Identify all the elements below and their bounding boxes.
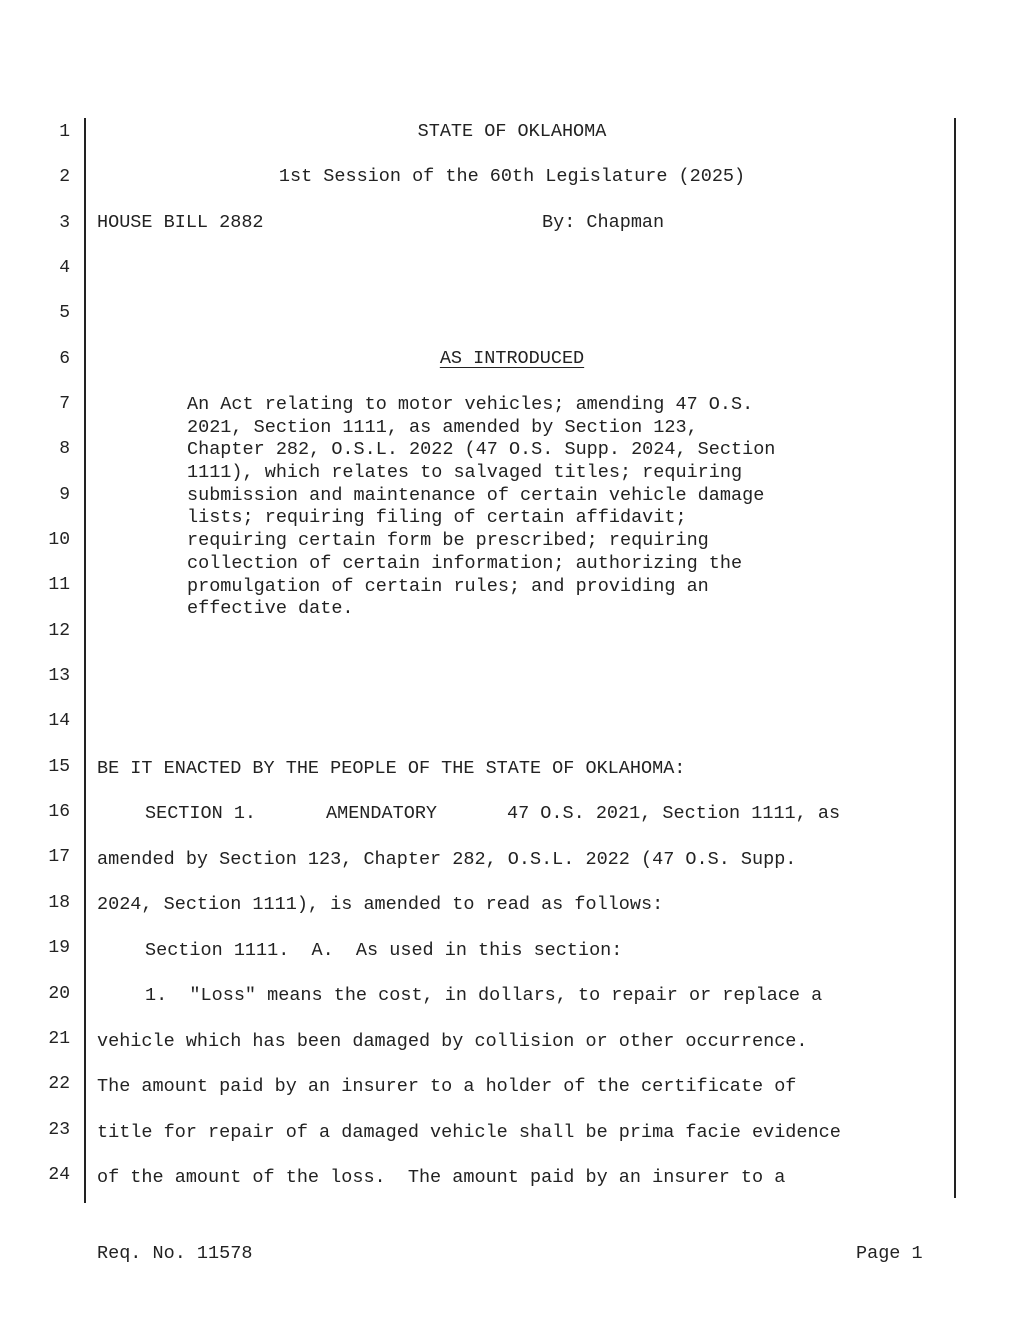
line-number: 9 xyxy=(59,485,70,505)
abstract-line: collection of certain information; authorizing the xyxy=(187,552,743,574)
line-number: 10 xyxy=(48,530,70,550)
state-heading: STATE OF OKLAHOMA xyxy=(417,121,607,142)
body-line: 2024, Section 1111), is amended to read as follows: xyxy=(97,894,664,915)
body-line: The amount paid by an insurer to a holder of the certificate of xyxy=(97,1076,797,1097)
enacting-clause: BE IT ENACTED BY THE PEOPLE OF THE STATE OF OKLAHOMA: xyxy=(97,758,686,779)
line-number: 6 xyxy=(59,349,70,369)
line-number: 24 xyxy=(48,1165,70,1185)
line-number: 8 xyxy=(59,439,70,459)
abstract-line: requiring certain form be prescribed; requiring xyxy=(187,530,709,552)
body-line: of the amount of the loss. The amount paid by an insurer to a xyxy=(97,1167,786,1188)
section-citation: 47 O.S. 2021, Section 1111, as xyxy=(507,803,841,824)
abstract-line: effective date. xyxy=(187,598,354,620)
line-number: 11 xyxy=(48,575,70,595)
line-number: 15 xyxy=(48,757,70,777)
abstract-line: An Act relating to motor vehicles; amending 47 O.S. xyxy=(187,394,754,415)
line-number: 2 xyxy=(59,167,70,187)
body-line: Section 1111. A. As used in this section: xyxy=(145,940,623,961)
session-heading: 1st Session of the 60th Legislature (2025) xyxy=(278,166,746,187)
line-number: 18 xyxy=(48,893,70,913)
body-line: title for repair of a damaged vehicle shall be prima facie evidence xyxy=(97,1122,841,1143)
line-number: 23 xyxy=(48,1120,70,1140)
status-heading: AS INTRODUCED xyxy=(439,348,585,369)
page-number: Page 1 xyxy=(856,1243,923,1264)
line-number: 4 xyxy=(59,258,70,278)
body-line: vehicle which has been damaged by collision or other occurrence. xyxy=(97,1031,808,1052)
line-number: 17 xyxy=(48,847,70,867)
line-number: 12 xyxy=(48,621,70,641)
body-line: 1. "Loss" means the cost, in dollars, to repair or replace a xyxy=(145,985,823,1006)
bill-number: HOUSE BILL 2882 xyxy=(97,212,264,233)
line-number: 7 xyxy=(59,394,70,414)
bill-author: By: Chapman xyxy=(542,212,665,233)
line-number: 14 xyxy=(48,711,70,731)
line-number: 13 xyxy=(48,666,70,686)
right-margin-rule xyxy=(954,118,956,1198)
line-number: 19 xyxy=(48,938,70,958)
abstract-line: lists; requiring filing of certain affidavit; xyxy=(187,507,687,529)
line-number: 21 xyxy=(48,1029,70,1049)
abstract-line: Chapter 282, O.S.L. 2022 (47 O.S. Supp. 2024, Section xyxy=(187,439,776,461)
abstract-line: submission and maintenance of certain vehicle damage xyxy=(187,484,765,506)
left-margin-rule xyxy=(84,118,86,1203)
request-number: Req. No. 11578 xyxy=(97,1243,253,1264)
abstract-line: promulgation of certain rules; and providing an xyxy=(187,575,709,597)
body-line: amended by Section 123, Chapter 282, O.S.L. 2022 (47 O.S. Supp. xyxy=(97,849,797,870)
section-type: AMENDATORY xyxy=(326,803,438,824)
abstract-line: 2021, Section 1111, as amended by Section 123, xyxy=(187,416,698,438)
line-number: 22 xyxy=(48,1074,70,1094)
section-number: SECTION 1. xyxy=(145,803,257,824)
line-number: 3 xyxy=(59,213,70,233)
line-number: 20 xyxy=(48,984,70,1004)
line-number: 1 xyxy=(59,122,70,142)
line-number: 5 xyxy=(59,303,70,323)
abstract-line: 1111), which relates to salvaged titles; requiring xyxy=(187,462,743,484)
line-number: 16 xyxy=(48,802,70,822)
bill-abstract xyxy=(187,394,775,621)
